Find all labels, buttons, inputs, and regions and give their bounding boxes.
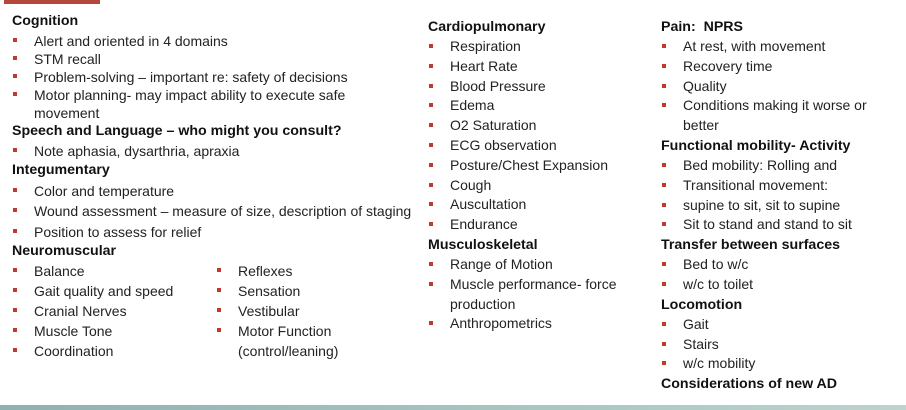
list-item: supine to sit, sit to supine xyxy=(661,196,901,216)
list-item: Endurance xyxy=(428,215,650,235)
list-neuromuscular-left xyxy=(12,261,216,361)
list-integumentary xyxy=(12,181,412,242)
heading-functional-mobility: Functional mobility- Activity xyxy=(661,137,851,154)
list-functional-mobility xyxy=(661,156,901,235)
list-item: Problem-solving – important re: safety of decisions xyxy=(12,68,412,86)
list-item: Recovery time xyxy=(661,57,901,77)
list-item: Posture/Chest Expansion xyxy=(428,156,650,176)
list-item: Vestibular xyxy=(216,301,406,321)
list-item: Coordination xyxy=(12,341,216,361)
column-right xyxy=(661,17,901,394)
list-item: Muscle Tone xyxy=(12,321,216,341)
list-speech-language xyxy=(12,141,412,161)
list-item: Gait xyxy=(661,315,901,335)
list-item: STM recall xyxy=(12,50,412,68)
list-item: Position to assess for relief xyxy=(12,222,412,242)
list-item: At rest, with movement xyxy=(661,37,901,57)
list-item: Range of Motion xyxy=(428,255,650,275)
column-left xyxy=(12,12,412,361)
heading-musculoskeletal: Musculoskeletal xyxy=(428,236,538,253)
list-item: Wound assessment – measure of size, description of staging xyxy=(12,201,412,222)
list-item: w/c to toilet xyxy=(661,275,901,295)
list-item: Bed to w/c xyxy=(661,255,901,275)
list-item: Transitional movement: xyxy=(661,176,901,196)
list-item: Motor Function (control/leaning) xyxy=(216,321,406,361)
top-accent-bar xyxy=(4,0,100,4)
heading-speech-language: Speech and Language – who might you consult? xyxy=(12,122,342,139)
list-item: Motor planning- may impact ability to execute safe movement xyxy=(12,86,412,122)
list-item: Sit to stand and stand to sit xyxy=(661,215,901,235)
heading-integumentary: Integumentary xyxy=(12,162,110,178)
list-neuromuscular-right xyxy=(216,261,406,361)
bottom-decor-bar xyxy=(0,405,906,410)
list-item: Stairs xyxy=(661,335,901,355)
list-item: Blood Pressure xyxy=(428,77,650,97)
list-item: w/c mobility xyxy=(661,354,901,374)
list-item: Balance xyxy=(12,261,216,281)
list-item: Cranial Nerves xyxy=(12,301,216,321)
list-transfer xyxy=(661,255,901,295)
list-item: O2 Saturation xyxy=(428,116,650,136)
heading-considerations: Considerations of new AD xyxy=(661,376,838,393)
list-item: Note aphasia, dysarthria, apraxia xyxy=(12,141,412,161)
list-item: Gait quality and speed xyxy=(12,281,216,301)
list-item: Respiration xyxy=(428,37,650,57)
list-item: Sensation xyxy=(216,281,406,301)
list-cognition xyxy=(12,32,412,122)
list-item: Color and temperature xyxy=(12,181,412,201)
list-pain xyxy=(661,37,901,136)
neuromuscular-lists xyxy=(12,261,412,361)
list-item: Alert and oriented in 4 domains xyxy=(12,32,412,50)
list-item: Auscultation xyxy=(428,195,650,215)
heading-pain: Pain: NPRS xyxy=(661,19,743,35)
list-item: Heart Rate xyxy=(428,57,650,77)
list-item: Conditions making it worse or better xyxy=(661,96,883,136)
heading-cardiopulmonary: Cardiopulmonary xyxy=(428,19,546,35)
heading-neuromuscular: Neuromuscular xyxy=(12,242,117,259)
list-item: Muscle performance- force production xyxy=(428,275,650,315)
list-item: Edema xyxy=(428,96,650,116)
list-cardiopulmonary xyxy=(428,37,650,235)
list-item: Quality xyxy=(661,77,901,97)
heading-locomotion: Locomotion xyxy=(661,296,743,313)
list-item: Anthropometrics xyxy=(428,314,650,334)
column-middle xyxy=(428,17,650,334)
list-musculoskeletal xyxy=(428,255,650,334)
heading-transfer: Transfer between surfaces xyxy=(661,237,840,254)
list-item: Bed mobility: Rolling and xyxy=(661,156,901,176)
list-item: Cough xyxy=(428,176,650,196)
heading-cognition: Cognition xyxy=(12,13,79,29)
list-item: Reflexes xyxy=(216,261,406,281)
list-item: ECG observation xyxy=(428,136,650,156)
list-locomotion xyxy=(661,315,901,374)
